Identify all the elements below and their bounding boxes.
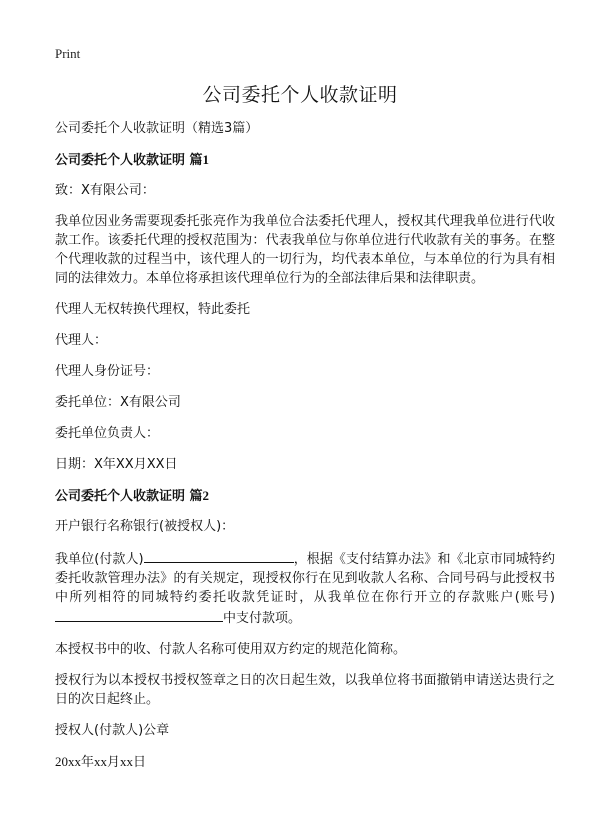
section-1-addressee: 致：X有限公司：: [55, 183, 155, 198]
authorization-text: ，根据《支付结算办法》和《北京市同城特约委托收款管理办法》的有关规定，现授权你行在见到收款人名称、合同号码与此授权书中所列相符的同城特约委托收款凭证时，从我单位在你行开立的存款账户(账号): [55, 552, 555, 605]
section-2-validity-paragraph: 授权行为以本授权书授权签章之日的次日起生效，以我单位将书面撤销申请送达贵行之日的次日起终止。: [55, 673, 555, 707]
section-1-unit-head-field: 委托单位负责人：: [55, 426, 160, 441]
payer-label: 我单位(付款人): [55, 552, 144, 567]
section-1-heading-text: 公司委托个人收款证明: [55, 153, 190, 168]
section-1-agent-field: 代理人：: [55, 333, 108, 348]
section-1-entrusting-unit-field: 委托单位：X有限公司: [55, 395, 181, 410]
page-title: 公司委托个人收款证明: [202, 84, 398, 106]
section-2-heading-number: 篇2: [189, 488, 210, 503]
section-2-authorization-paragraph: [55, 548, 555, 628]
section-1-no-transfer-line: 代理人无权转换代理权，特此委托: [55, 302, 251, 317]
section-2-signature-line: 授权人(付款人)公章: [55, 723, 170, 738]
authorization-closing-text: 中支付款项。: [223, 611, 302, 626]
section-2-abbreviation-paragraph: 本授权书中的收、付款人名称可使用双方约定的规范化简称。: [55, 642, 407, 657]
print-label: Print: [55, 46, 81, 61]
section-1-date-field: 日期：X年XX月XX日: [55, 457, 178, 472]
section-2-date-line: 20xx年xx月xx日: [55, 754, 147, 769]
account-blank-line: [55, 607, 223, 622]
section-2-bank-line: 开户银行名称银行(被授权人)：: [55, 519, 235, 534]
document-subtitle: 公司委托个人收款证明（精选3篇）: [55, 121, 259, 136]
section-2-heading: [55, 486, 555, 506]
section-1-body-paragraph: 我单位因业务需要现委托张亮作为我单位合法委托代理人，授权其代理我单位进行代收款工作。该委托代理的授权范围为：代表我单位与你单位进行代收款有关的事务。在整个代理收款的过程当中，该代理人的一切行为，均代表本单位，与本单位的行为具有相同的法律效力。本单位将承担该代理单位行为的全部法律后果和法律职责。: [55, 214, 555, 286]
payer-blank-line: [144, 548, 294, 563]
section-2-heading-text: 公司委托个人收款证明: [55, 489, 190, 504]
section-1-agent-id-field: 代理人身份证号：: [55, 364, 160, 379]
section-1-heading-number: 篇1: [189, 152, 210, 167]
document-body: [55, 119, 555, 771]
section-1-heading: [55, 150, 555, 170]
